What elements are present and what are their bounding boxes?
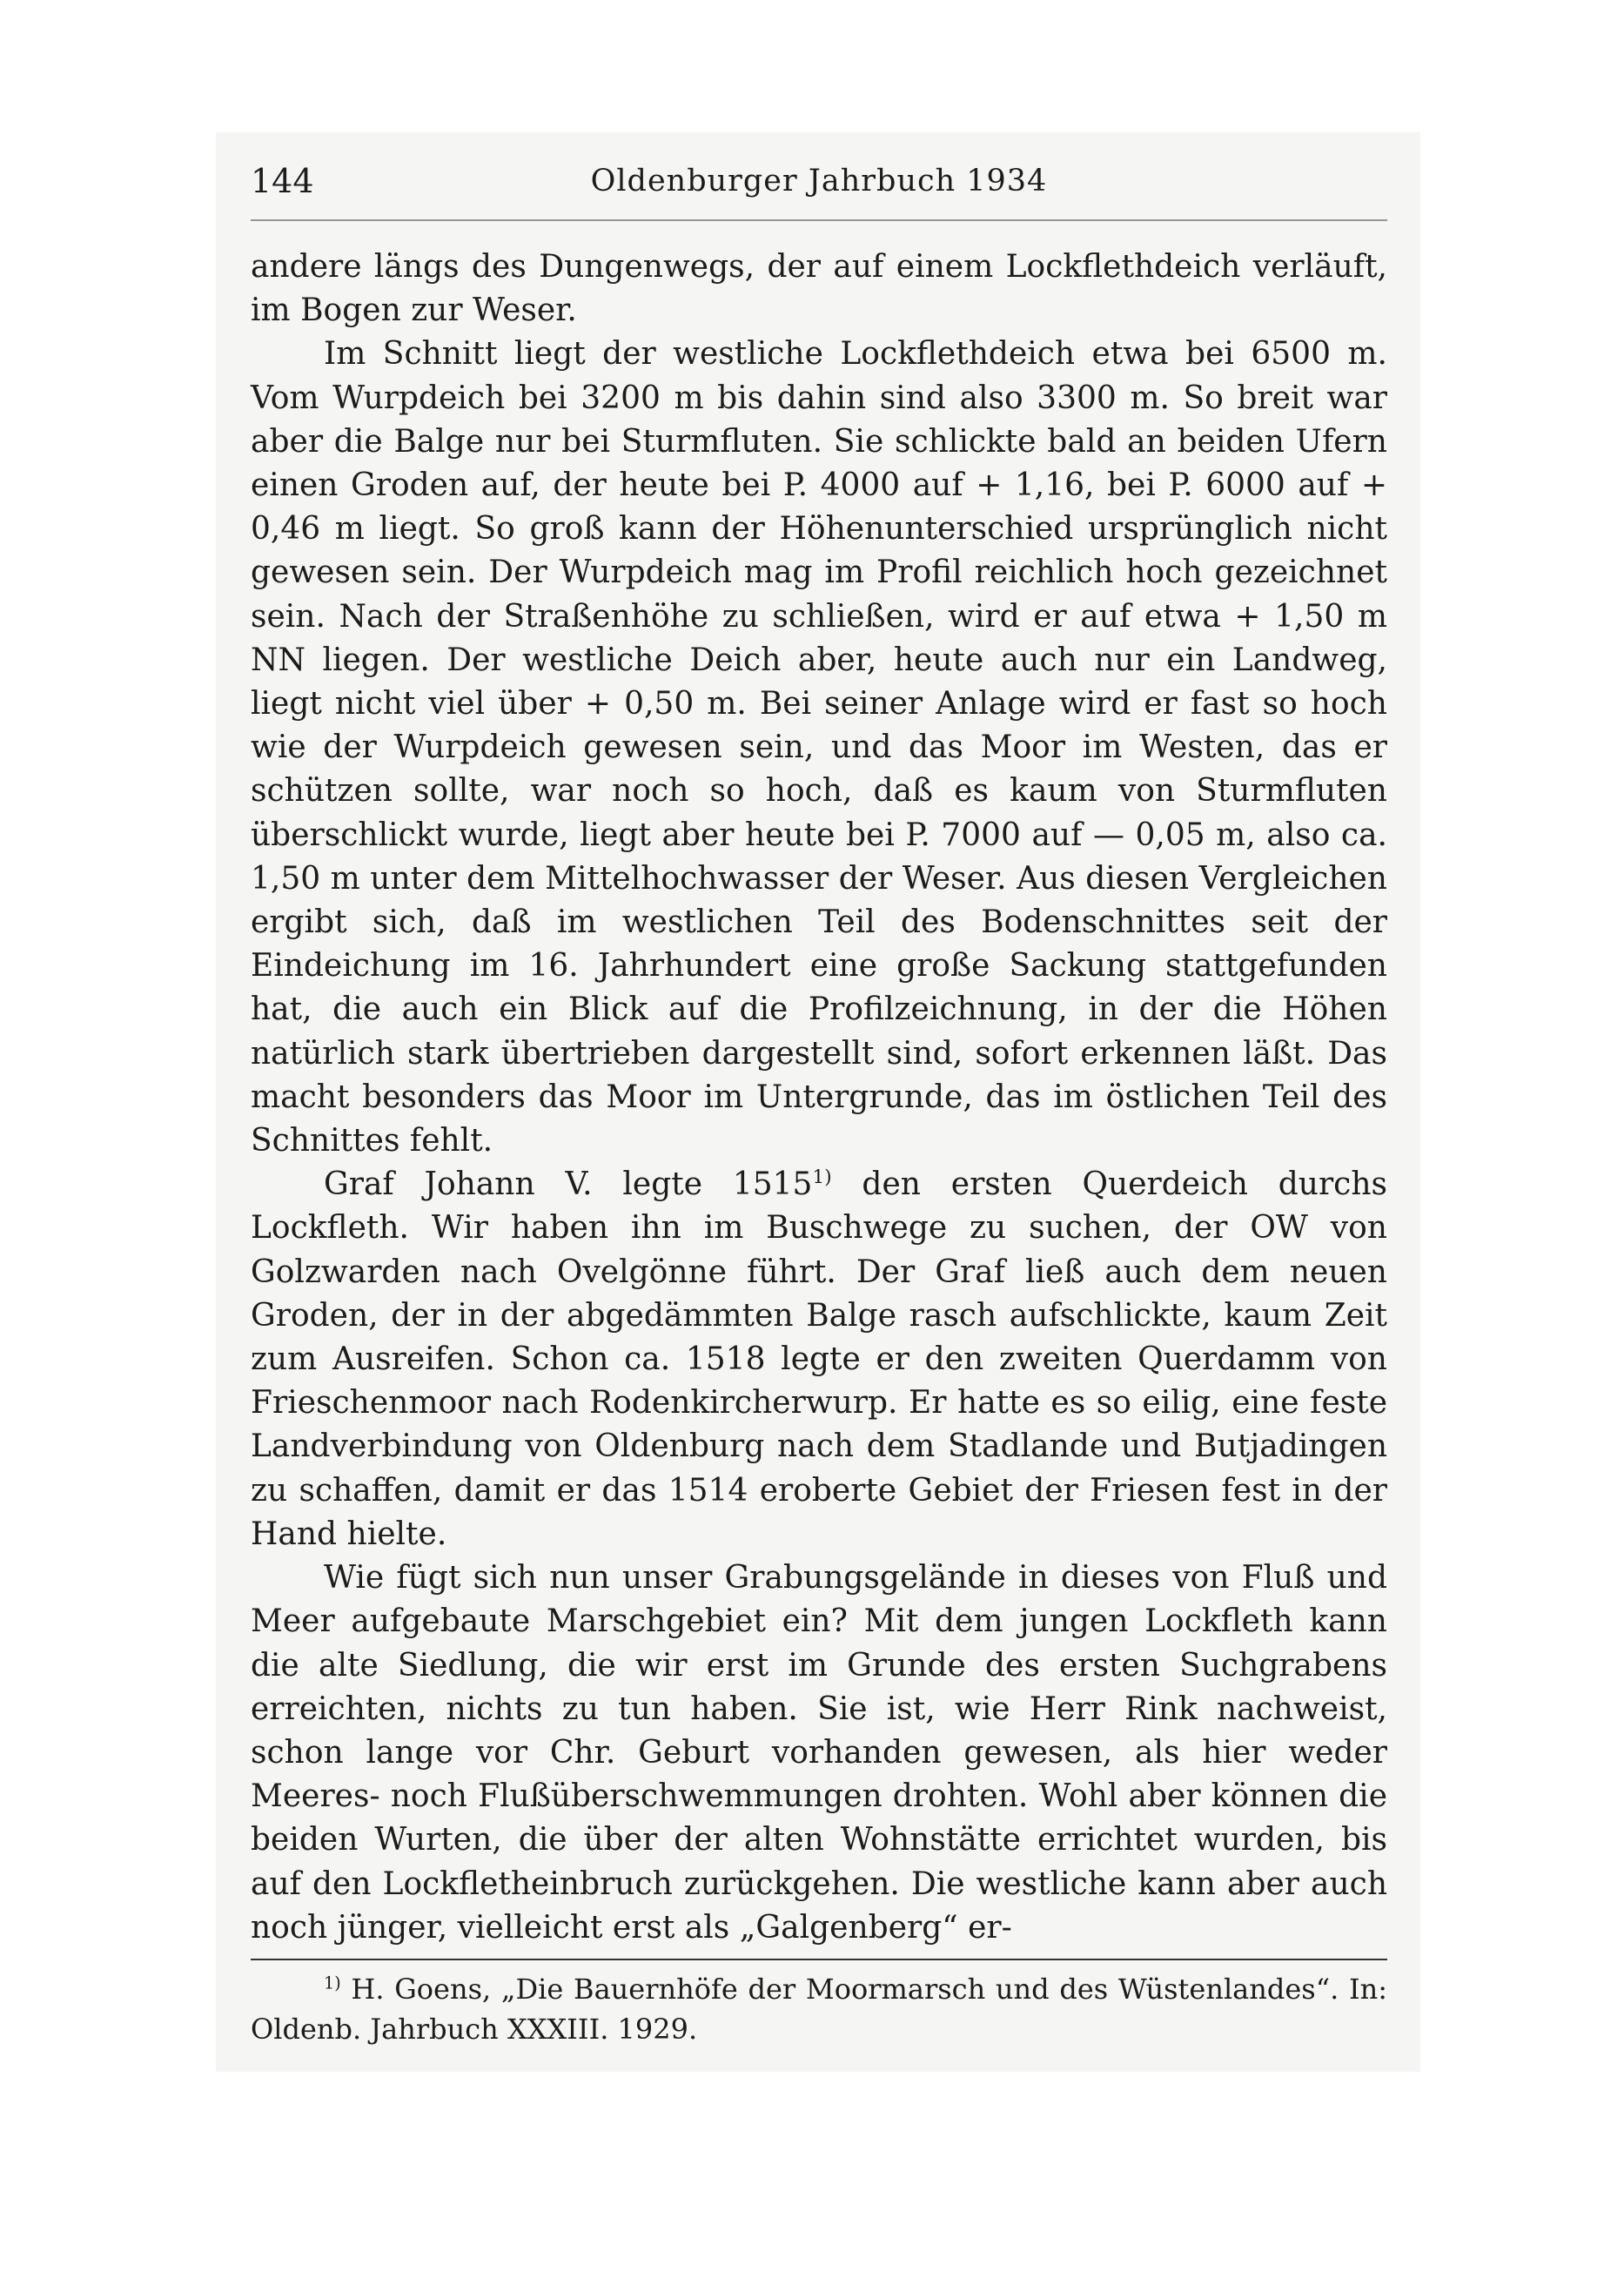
book-page: [251, 157, 1387, 2077]
paragraph-3-text-start: Graf Johann V. legte 1515: [324, 1166, 813, 1203]
footnote-reference: 1): [812, 1166, 832, 1189]
paragraph-2: Im Schnitt liegt der westliche Lockflethdeich etwa bei 6500 m. Vom Wurpdeich bei 3200 m bis dahin sind also 3300 m. So breit war aber die Balge nur bei Sturmfluten. Sie schlickte bald an beiden Ufern einen Groden auf, der heute bei P. 4000 auf + 1,16, bei P. 6000 auf + 0,46 m liegt. So groß kann der Höhenunterschied ursprünglich nicht gewesen sein. Der Wurpdeich mag im Profil reichlich hoch gezeichnet sein. Nach der Straßenhöhe zu schließen, wird er auf etwa + 1,50 m NN liegen. Der westliche Deich aber, heute auch nur ein Landweg, liegt nicht viel über + 0,50 m. Bei seiner Anlage wird er fast so hoch wie der Wurpdeich gewesen sein, und das Moor im Westen, das er schützen sollte, war noch so hoch, daß es kaum von Sturmfluten überschlickt wurde, liegt aber heute bei P. 7000 auf — 0,05 m, also ca. 1,50 m unter dem Mittelhochwasser der Weser. Aus diesen Vergleichen ergibt sich, daß im westlichen Teil des Bodenschnittes seit der Eindeichung im 16. Jahrhundert eine große Sackung stattgefunden hat, die auch ein Blick auf die Profilzeichnung, in der die Höhen natürlich stark übertrieben dargestellt sind, sofort erkennen läßt. Das macht besonders das Moor im Untergrunde, das im östlichen Teil des Schnittes fehlt.: [251, 336, 1387, 1159]
paragraph-1: andere längs des Dungenwegs, der auf einem Lockflethdeich verläuft, im Bogen zur Weser.: [251, 249, 1387, 329]
footnote-rule: [251, 1959, 1387, 1960]
paragraph-3: [251, 1163, 1387, 1556]
paragraph-3-text-end: den ersten Querdeich durchs Lockfleth. Wir haben ihn im Buschwege zu suchen, der OW von Golzwarden nach Ovelgönne führt. Der Graf ließ auch dem neuen Groden, der in der abgedämmten Balge rasch aufschlickte, kaum Zeit zum Ausreifen. Schon ca. 1518 legte er den zweiten Querdamm von Frieschenmoor nach Rodenkircherwurp. Er hatte es so eilig, eine feste Landverbindung von Oldenburg nach dem Stadlande und Butjadingen zu schaffen, damit er das 1514 eroberte Gebiet der Friesen fest in der Hand hielte.: [251, 1166, 1387, 1552]
paragraph-4: Wie fügt sich nun unser Grabungsgelände in dieses von Fluß und Meer aufgebaute Marschgebiet ein? Mit dem jungen Lockfleth kann die alte Siedlung, die wir erst im Grunde des ersten Suchgrabens erreichten, nichts zu tun haben. Sie ist, wie Herr Rink nachweist, schon lange vor Chr. Geburt vorhanden gewesen, als hier weder Meeres- noch Flußüberschwemmungen drohten. Wohl aber können die beiden Wurten, die über der alten Wohnstätte errichtet wurden, bis auf den Lockfletheinbruch zurückgehen. Die westliche kann aber auch noch jünger, vielleicht erst als „Galgenberg“ er-: [251, 1560, 1387, 1946]
page-number: 144: [251, 162, 314, 200]
journal-title: Oldenburger Jahrbuch 1934: [590, 164, 1048, 198]
footnote: [251, 1969, 1387, 2049]
running-head: [251, 157, 1387, 205]
header-rule: [251, 219, 1387, 221]
footnote-marker: 1): [324, 1973, 341, 1993]
footnote-text: H. Goens, „Die Bauernhöfe der Moormarsch und des Wüstenlandes“. In: Oldenb. Jahrbuch XXXIII. 1929.: [251, 1972, 1387, 2046]
body-text: [251, 245, 1387, 1950]
